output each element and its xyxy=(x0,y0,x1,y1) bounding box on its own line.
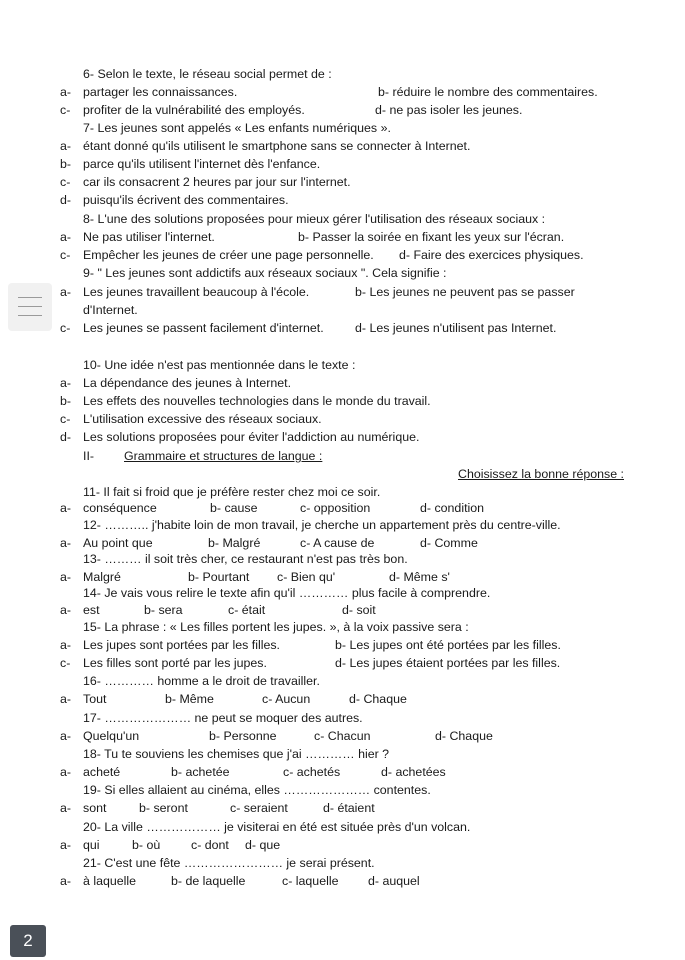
text-line: 9- " Les jeunes sont addictifs aux réseaux sociaux ". Cela signifie : xyxy=(83,266,447,280)
text-line: b- Personne xyxy=(209,729,277,743)
text-line: b- Pourtant xyxy=(188,570,250,584)
page-number-badge: 2 xyxy=(10,925,46,957)
text-line: Grammaire et structures de langue : xyxy=(124,449,323,463)
text-line: Ne pas utiliser l'internet. xyxy=(83,230,215,244)
text-line: puisqu'ils écrivent des commentaires. xyxy=(83,193,289,207)
text-line: c- A cause de xyxy=(300,536,375,550)
text-line: d- étaient xyxy=(323,801,375,815)
text-line: parce qu'ils utilisent l'internet dès l'enfance. xyxy=(83,157,321,171)
text-line: b- cause xyxy=(210,501,258,515)
text-line: c- dont xyxy=(191,838,229,852)
text-line: L'utilisation excessive des réseaux sociaux. xyxy=(83,412,322,426)
text-line: 18- Tu te souviens les chemises que j'ai ………… hier ? xyxy=(83,747,390,761)
text-line: c- était xyxy=(228,603,266,617)
text-line: a- xyxy=(60,139,72,153)
text-line: a- xyxy=(60,285,72,299)
text-line: c- xyxy=(60,656,71,670)
text-line: Les effets des nouvelles technologies dans le monde du travail. xyxy=(83,394,431,408)
text-line: a- xyxy=(60,230,72,244)
text-line: d- soit xyxy=(342,603,376,617)
text-line: à laquelle xyxy=(83,874,137,888)
menu-icon[interactable] xyxy=(8,283,52,331)
text-line: c- laquelle xyxy=(282,874,339,888)
text-line: d- xyxy=(60,193,72,207)
text-line: Les jupes sont portées par les filles. xyxy=(83,638,280,652)
text-line: II- xyxy=(83,449,95,463)
text-line: b- Malgré xyxy=(208,536,261,550)
text-line: c- Aucun xyxy=(262,692,311,706)
text-line: a- xyxy=(60,85,72,99)
text-line: a- xyxy=(60,570,72,584)
text-line: d- auquel xyxy=(368,874,420,888)
text-line: b- Les jeunes ne peuvent pas se passer xyxy=(355,285,575,299)
text-line: c- xyxy=(60,412,71,426)
text-line: d- Même s' xyxy=(389,570,450,584)
text-line: b- xyxy=(60,394,72,408)
text-line: c- xyxy=(60,248,71,262)
text-line: Les jeunes se passent facilement d'internet. xyxy=(83,321,324,335)
text-line: Au point que xyxy=(83,536,153,550)
text-line: acheté xyxy=(83,765,121,779)
text-line: Tout xyxy=(83,692,107,706)
text-line: qui xyxy=(83,838,100,852)
text-line: Les jeunes travaillent beaucoup à l'école. xyxy=(83,285,310,299)
text-line: car ils consacrent 2 heures par jour sur l'internet. xyxy=(83,175,351,189)
text-line: 13- ……… il soit très cher, ce restaurant n'est pas très bon. xyxy=(83,552,408,566)
text-line: d- Comme xyxy=(420,536,478,550)
text-line: 19- Si elles allaient au cinéma, elles ………………… contentes. xyxy=(83,783,431,797)
text-line: b- Les jupes ont été portées par les filles. xyxy=(335,638,561,652)
text-line: b- Passer la soirée en fixant les yeux sur l'écran. xyxy=(298,230,565,244)
text-line: 21- C'est une fête …………………… je serai présent. xyxy=(83,856,375,870)
text-line: 12- ……….. j'habite loin de mon travail, je cherche un appartement près du centre-ville. xyxy=(83,518,561,532)
text-line: partager les connaissances. xyxy=(83,85,238,99)
text-line: c- xyxy=(60,103,71,117)
text-line: c- opposition xyxy=(300,501,371,515)
text-line: b- achetée xyxy=(171,765,230,779)
text-line: Empêcher les jeunes de créer une page personnelle. xyxy=(83,248,374,262)
text-line: 11- Il fait si froid que je préfère rester chez moi ce soir. xyxy=(83,485,381,499)
text-line: sont xyxy=(83,801,107,815)
text-line: conséquence xyxy=(83,501,157,515)
text-line: 6- Selon le texte, le réseau social permet de : xyxy=(83,67,332,81)
text-line: d- Les jeunes n'utilisent pas Internet. xyxy=(355,321,557,335)
text-line: d- Chaque xyxy=(349,692,407,706)
text-line: Malgré xyxy=(83,570,121,584)
text-line: Choisissez la bonne réponse : xyxy=(458,467,624,481)
text-line: 14- Je vais vous relire le texte afin qu'il ………… plus facile à comprendre. xyxy=(83,586,491,600)
text-line: 16- ………… homme a le droit de travailler. xyxy=(83,674,320,688)
text-line: d- Les jupes étaient portées par les filles. xyxy=(335,656,561,670)
text-line: a- xyxy=(60,729,72,743)
text-line: profiter de la vulnérabilité des employés. xyxy=(83,103,305,117)
text-line: est xyxy=(83,603,100,617)
text-line: a- xyxy=(60,838,72,852)
text-line: 8- L'une des solutions proposées pour mieux gérer l'utilisation des réseaux sociaux : xyxy=(83,212,546,226)
text-line: 10- Une idée n'est pas mentionnée dans le texte : xyxy=(83,358,356,372)
text-line: Les solutions proposées pour éviter l'addiction au numérique. xyxy=(83,430,420,444)
text-line: a- xyxy=(60,536,72,550)
text-line: d- ne pas isoler les jeunes. xyxy=(375,103,523,117)
text-line: b- réduire le nombre des commentaires. xyxy=(378,85,598,99)
text-line: 17- ………………… ne peut se moquer des autres. xyxy=(83,711,363,725)
text-line: a- xyxy=(60,638,72,652)
text-line: a- xyxy=(60,801,72,815)
text-line: b- de laquelle xyxy=(171,874,246,888)
text-line: b- où xyxy=(132,838,161,852)
text-line: c- xyxy=(60,175,71,189)
text-line: Les filles sont porté par les jupes. xyxy=(83,656,267,670)
text-line: a- xyxy=(60,692,72,706)
text-line: 7- Les jeunes sont appelés « Les enfants numériques ». xyxy=(83,121,391,135)
text-line: d- que xyxy=(245,838,281,852)
text-line: Quelqu'un xyxy=(83,729,140,743)
text-line: b- xyxy=(60,157,72,171)
text-line: a- xyxy=(60,765,72,779)
text-line: a- xyxy=(60,603,72,617)
text-line: d- achetées xyxy=(381,765,446,779)
text-line: 15- La phrase : « Les filles portent les jupes. », à la voix passive sera : xyxy=(83,620,469,634)
text-line: b- sera xyxy=(144,603,183,617)
text-line: a- xyxy=(60,874,72,888)
text-line: d- xyxy=(60,430,72,444)
text-line: d- condition xyxy=(420,501,485,515)
text-line: étant donné qu'ils utilisent le smartphone sans se connecter à Internet. xyxy=(83,139,471,153)
text-line: b- seront xyxy=(139,801,188,815)
text-line: d- Chaque xyxy=(435,729,493,743)
text-line: b- Même xyxy=(165,692,214,706)
text-line: c- Chacun xyxy=(314,729,371,743)
text-line: 20- La ville ……………… je visiterai en été est située près d'un volcan. xyxy=(83,820,471,834)
text-line: c- seraient xyxy=(230,801,288,815)
text-line: c- Bien qu' xyxy=(277,570,336,584)
text-line: d'Internet. xyxy=(83,303,138,317)
text-line: a- xyxy=(60,501,72,515)
text-line: d- Faire des exercices physiques. xyxy=(399,248,584,262)
text-line: c- achetés xyxy=(283,765,341,779)
text-line: a- xyxy=(60,376,72,390)
text-line: La dépendance des jeunes à Internet. xyxy=(83,376,292,390)
text-line: c- xyxy=(60,321,71,335)
